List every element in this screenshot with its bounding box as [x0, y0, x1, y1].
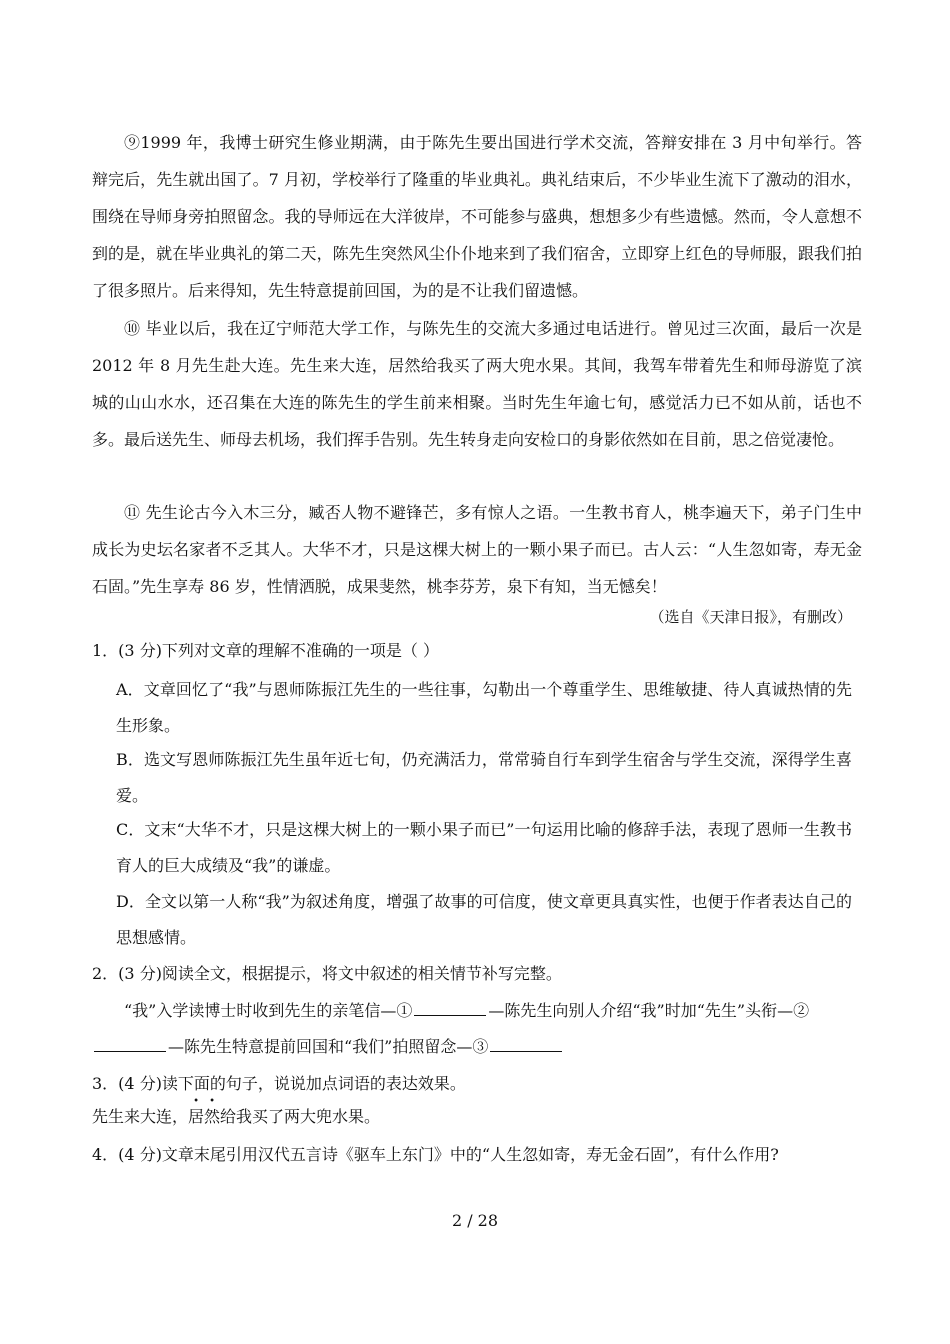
question-2-stem: 2．(3 分)阅读全文，根据提示，将文中叙述的相关情节补写完整。	[92, 964, 562, 983]
answer-blank-2	[94, 1037, 166, 1052]
question-2-body	[92, 993, 862, 1065]
article-paragraph-9: ⑨1999 年，我博士研究生修业期满，由于陈先生要出国进行学术交流，答辩安排在 3 月中旬举行。答辩完后，先生就出国了。7 月初，学校举行了隆重的毕业典礼。典礼结束后，不少毕业生流下了激动的泪水，围绕在导师身旁拍照留念。我的导师远在大洋彼岸，不可能参与盛典，想想多少有些遗憾。然而，令人意想不到的是，就在毕业典礼的第二天，陈先生突然风尘仆仆地来到了我们宿舍，立即穿上红色的导师服，跟我们拍了很多照片。后来得知，先生特意提前回国，为的是不让我们留遗憾。	[92, 133, 862, 300]
question-2-part-3: —陈先生特意提前回国和“我们”拍照留念—③	[168, 1037, 489, 1056]
question-4-stem: 4．(4 分)文章末尾引用汉代五言诗《驱车上东门》中的“人生忽如寄，寿无金石固”，有什么作用?	[92, 1145, 779, 1164]
emphasis-dot: •	[209, 1096, 215, 1107]
answer-blank-1	[414, 1001, 486, 1016]
emphasis-dot: •	[193, 1096, 199, 1107]
article-source: （选自《天津日报》，有删改）	[649, 608, 852, 626]
question-3-stem: 3．(4 分)读下面的句子，说说加点词语的表达效果。	[92, 1074, 466, 1093]
sentence-before: 先生来大连，	[92, 1107, 189, 1126]
question-1-option-d: D．全文以第一人称“我”为叙述角度，增强了故事的可信度，使文章更具真实性，也便于作者表达自己的思想感情。	[116, 892, 852, 947]
page-number: 2 / 28	[451, 1211, 499, 1230]
question-3-sentence	[92, 1096, 381, 1130]
article-paragraph-11: ⑪ 先生论古今入木三分，臧否人物不避锋芒，多有惊人之语。一生教书育人，桃李遍天下，弟子门生中成长为史坛名家者不乏其人。大华不才，只是这棵大树上的一颗小果子而已。古人云：“人生忽如寄，寿无金石固。”先生享寿 86 岁，性情洒脱，成果斐然，桃李芬芳，泉下有知，当无憾矣！	[92, 503, 862, 596]
question-1-option-b: B．选文写恩师陈振江先生虽年近七旬，仍充满活力，常常骑自行车到学生宿舍与学生交流，深得学生喜爱。	[116, 750, 852, 805]
sentence-after: 给我买了两大兜水果。	[220, 1107, 381, 1126]
emphasized-char-1: • 居	[188, 1096, 205, 1126]
question-1-stem: 1．(3 分)下列对文章的理解不准确的一项是（ ）	[92, 641, 440, 660]
answer-blank-3	[490, 1037, 562, 1052]
question-1-option-c: C．文末“大华不才，只是这棵大树上的一颗小果子而已”一句运用比喻的修辞手法，表现了恩师一生教书育人的巨大成绩及“我”的谦虚。	[116, 820, 852, 875]
question-2-part-1: “我”入学读博士时收到先生的亲笔信—①	[124, 1001, 413, 1020]
question-2-part-2: —陈先生向别人介绍“我”时加“先生”头衔—②	[488, 1001, 810, 1020]
question-1-option-a: A．文章回忆了“我”与恩师陈振江先生的一些往事，勾勒出一个尊重学生、思维敏捷、待人真诚热情的先生形象。	[116, 680, 852, 735]
article-paragraph-10: ⑩ 毕业以后，我在辽宁师范大学工作，与陈先生的交流大多通过电话进行。曾见过三次面，最后一次是 2012 年 8 月先生赴大连。先生来大连，居然给我买了两大兜水果。其间，我驾车带着先生和师母游览了滨城的山山水水，还召集在大连的陈先生的学生前来相聚。当时先生年逾七旬，感觉活力已不如从前，话也不多。最后送先生、师母去机场，我们挥手告别。先生转身走向安检口的身影依然如在目前，思之倍觉凄怆。	[92, 319, 862, 449]
emphasized-char-2: • 然	[204, 1096, 221, 1126]
